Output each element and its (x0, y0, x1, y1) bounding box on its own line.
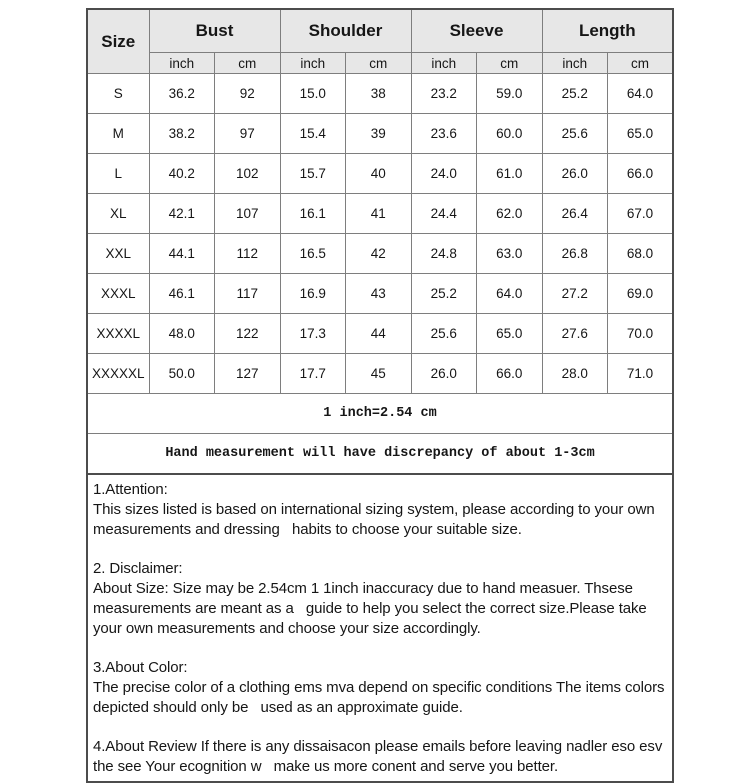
measurement-cell: 26.4 (542, 194, 608, 234)
size-label-cell: XXL (87, 234, 149, 274)
measurement-cell: 40 (346, 154, 412, 194)
measurement-cell: 44 (346, 314, 412, 354)
measurement-cell: 27.6 (542, 314, 608, 354)
unit-header-inch: inch (149, 53, 215, 74)
unit-header-inch: inch (542, 53, 608, 74)
size-row (87, 194, 673, 234)
measurement-cell: 46.1 (149, 274, 215, 314)
measurement-cell: 67.0 (608, 194, 674, 234)
measurement-cell: 15.7 (280, 154, 346, 194)
measurement-cell: 102 (215, 154, 281, 194)
info-section (93, 658, 669, 718)
measurement-cell: 65.0 (608, 114, 674, 154)
measurement-cell: 68.0 (608, 234, 674, 274)
measurement-cell: 117 (215, 274, 281, 314)
size-row (87, 314, 673, 354)
measurement-cell: 92 (215, 74, 281, 114)
section-body: 4.About Review If there is any dissaisacon please emails before leaving nadler eso esv the see Your ecognition w make us more conent and serve you better. (93, 738, 667, 775)
info-section (93, 737, 666, 777)
unit-header-inch: inch (411, 53, 477, 74)
measurement-cell: 39 (346, 114, 412, 154)
measurement-cell: 59.0 (477, 74, 543, 114)
size-row (87, 114, 673, 154)
measurement-cell: 36.2 (149, 74, 215, 114)
unit-header-cm: cm (215, 53, 281, 74)
length-column-header: Length (542, 9, 673, 53)
measurement-cell: 107 (215, 194, 281, 234)
measurement-cell: 63.0 (477, 234, 543, 274)
size-chart-body (87, 74, 673, 394)
measurement-cell: 48.0 (149, 314, 215, 354)
measurement-cell: 17.3 (280, 314, 346, 354)
size-row (87, 354, 673, 394)
size-label-cell: S (87, 74, 149, 114)
section-body: The precise color of a clothing ems mva depend on specific conditions The items colors depicted should only be used as an approximate guide. (93, 679, 669, 716)
measurement-cell: 64.0 (608, 74, 674, 114)
measurement-cell: 23.6 (411, 114, 477, 154)
size-label-cell: XXXXL (87, 314, 149, 354)
measurement-cell: 61.0 (477, 154, 543, 194)
measurement-cell: 66.0 (477, 354, 543, 394)
conversion-note: 1 inch=2.54 cm (87, 394, 673, 434)
measurement-cell: 122 (215, 314, 281, 354)
size-label-cell: XXXL (87, 274, 149, 314)
size-row (87, 274, 673, 314)
measurement-cell: 23.2 (411, 74, 477, 114)
measurement-cell: 25.6 (411, 314, 477, 354)
unit-header-cm: cm (608, 53, 674, 74)
size-label-cell: XXXXXL (87, 354, 149, 394)
measurement-cell: 112 (215, 234, 281, 274)
sleeve-column-header: Sleeve (411, 9, 542, 53)
size-row (87, 74, 673, 114)
measurement-cell: 62.0 (477, 194, 543, 234)
measurement-cell: 97 (215, 114, 281, 154)
size-chart-table (86, 8, 674, 475)
section-body: This sizes listed is based on international sizing system, please according to your own measurements and dressing habits to choose your suitable size. (93, 501, 659, 538)
size-label-cell: L (87, 154, 149, 194)
measurement-cell: 64.0 (477, 274, 543, 314)
section-heading: 3.About Color: (93, 659, 188, 676)
size-row (87, 154, 673, 194)
measurement-cell: 28.0 (542, 354, 608, 394)
measurement-cell: 69.0 (608, 274, 674, 314)
size-chart-header (87, 9, 673, 74)
shoulder-column-header: Shoulder (280, 9, 411, 53)
measurement-cell: 60.0 (477, 114, 543, 154)
group-header-row (87, 9, 673, 53)
measurement-cell: 24.8 (411, 234, 477, 274)
measurement-cell: 15.0 (280, 74, 346, 114)
measurement-cell: 25.6 (542, 114, 608, 154)
unit-header-cm: cm (346, 53, 412, 74)
measurement-cell: 43 (346, 274, 412, 314)
measurement-cell: 16.9 (280, 274, 346, 314)
info-panel (86, 475, 674, 783)
measurement-cell: 45 (346, 354, 412, 394)
measurement-cell: 44.1 (149, 234, 215, 274)
measurement-cell: 71.0 (608, 354, 674, 394)
size-row (87, 234, 673, 274)
measurement-cell: 24.4 (411, 194, 477, 234)
measurement-cell: 16.1 (280, 194, 346, 234)
info-section (93, 480, 666, 540)
size-chart-sheet (86, 8, 674, 783)
conversion-note-row (87, 394, 673, 434)
measurement-cell: 38 (346, 74, 412, 114)
section-body: About Size: Size may be 2.54cm 1 1inch inaccuracy due to hand measuer. Thsese measurements are meant as a guide to help you select the correct size.Please take your own measurements and choose your size accordingly. (93, 580, 651, 637)
unit-header-inch: inch (280, 53, 346, 74)
bust-column-header: Bust (149, 9, 280, 53)
info-section (93, 559, 666, 639)
measurement-cell: 15.4 (280, 114, 346, 154)
section-heading: 2. Disclaimer: (93, 560, 183, 577)
unit-header-cm: cm (477, 53, 543, 74)
measurement-cell: 42 (346, 234, 412, 274)
measurement-cell: 26.0 (542, 154, 608, 194)
size-column-header: Size (87, 9, 149, 74)
measurement-cell: 17.7 (280, 354, 346, 394)
measurement-cell: 127 (215, 354, 281, 394)
discrepancy-note: Hand measurement will have discrepancy of about 1-3cm (87, 434, 673, 475)
measurement-cell: 38.2 (149, 114, 215, 154)
size-label-cell: XL (87, 194, 149, 234)
measurement-cell: 65.0 (477, 314, 543, 354)
measurement-cell: 26.0 (411, 354, 477, 394)
size-label-cell: M (87, 114, 149, 154)
measurement-cell: 25.2 (542, 74, 608, 114)
measurement-cell: 50.0 (149, 354, 215, 394)
measurement-cell: 41 (346, 194, 412, 234)
size-chart-notes (87, 394, 673, 475)
measurement-cell: 66.0 (608, 154, 674, 194)
measurement-cell: 24.0 (411, 154, 477, 194)
measurement-cell: 42.1 (149, 194, 215, 234)
measurement-cell: 16.5 (280, 234, 346, 274)
section-heading: 1.Attention: (93, 481, 168, 498)
measurement-cell: 40.2 (149, 154, 215, 194)
measurement-cell: 25.2 (411, 274, 477, 314)
discrepancy-note-row (87, 434, 673, 475)
measurement-cell: 26.8 (542, 234, 608, 274)
measurement-cell: 27.2 (542, 274, 608, 314)
unit-header-row (87, 53, 673, 74)
measurement-cell: 70.0 (608, 314, 674, 354)
